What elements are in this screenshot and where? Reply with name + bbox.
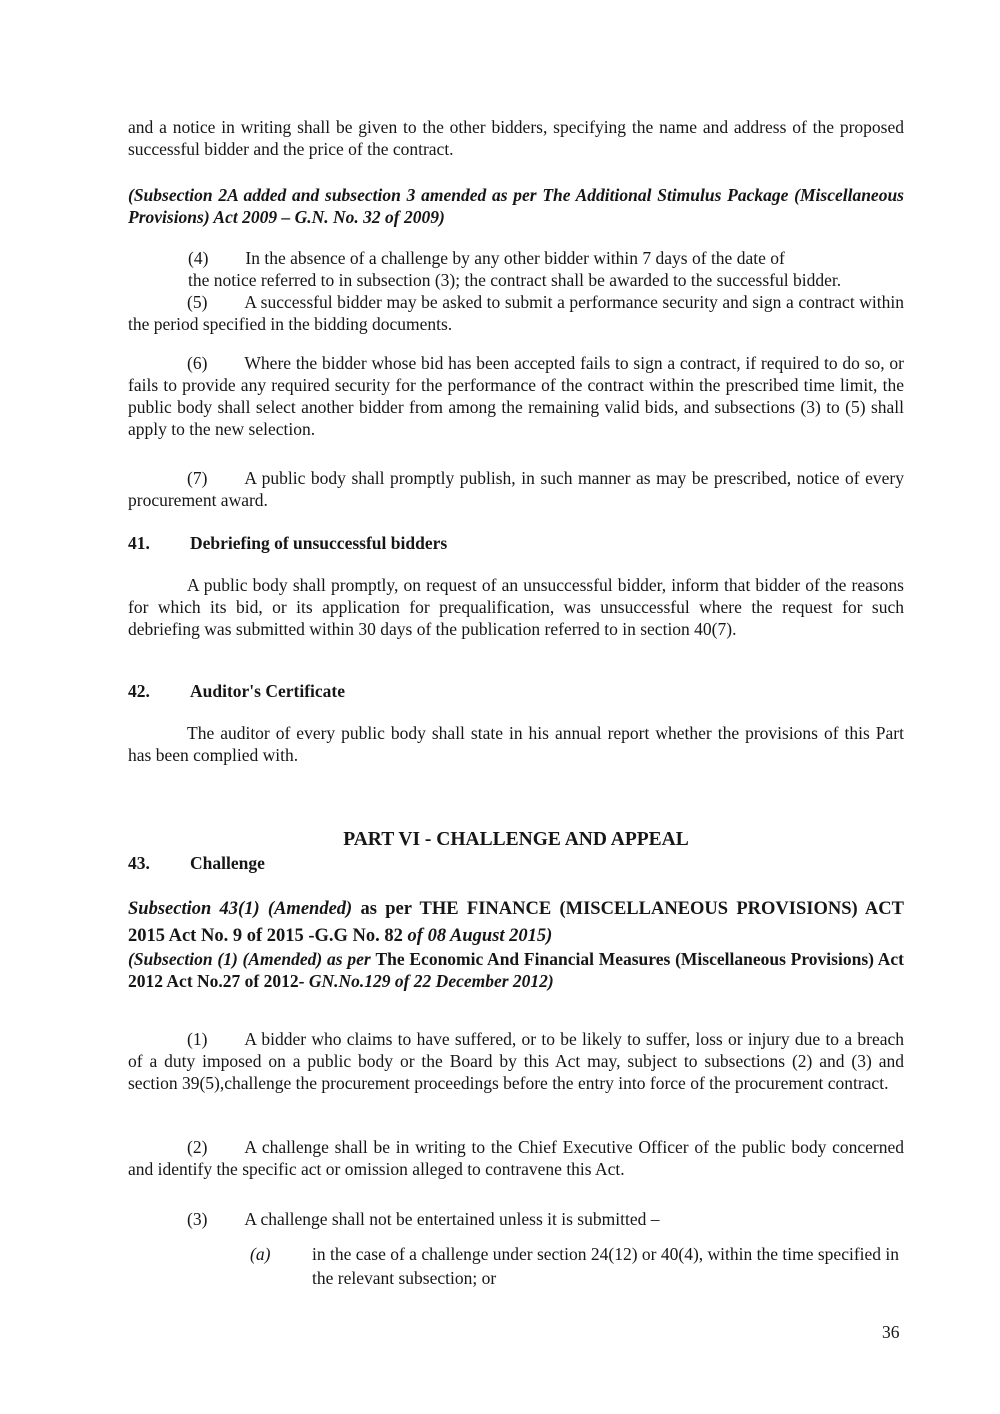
amendment-note-2009: (Subsection 2A added and subsection 3 amended as per The Additional Stimulus Package (Miscellaneous Provisions) Act 2009 – G.N. No. 32 of 2009) xyxy=(128,185,904,227)
note-run-italic: Subsection 43(1) (Amended) xyxy=(128,899,353,919)
note-run-upright: as per THE FINANCE (MISCELLANEOUS PROVISIONS) ACT 2015 xyxy=(128,899,904,946)
amendment-note-2015 xyxy=(128,896,904,950)
clause-6 xyxy=(128,352,904,440)
note-run-italic: GN.No.129 of 22 December 2012) xyxy=(308,971,554,991)
clause-number: (7) xyxy=(187,468,208,488)
clause-text-line1: In the absence of a challenge by any other bidder within 7 days of the date of xyxy=(245,248,785,268)
clause-text: A challenge shall not be entertained unless it is submitted – xyxy=(244,1209,660,1229)
amendment-note-2012 xyxy=(128,948,904,992)
clause-number: (6) xyxy=(187,353,208,373)
subclause-a xyxy=(250,1242,908,1290)
section-title: Auditor's Certificate xyxy=(190,681,346,701)
clause-43-2 xyxy=(128,1136,904,1180)
clause-number: (3) xyxy=(187,1209,208,1229)
section-number: 42. xyxy=(128,681,150,701)
note-run-upright: The Economic And Financial Measures (Miscellaneous Provisions) Act 2012 Act No.27 of 2012- xyxy=(128,949,904,991)
section-title: Debriefing of unsuccessful bidders xyxy=(190,533,448,553)
clause-43-1 xyxy=(128,1028,904,1094)
clause-number: (4) xyxy=(188,248,209,268)
clause-text: Where the bidder whose bid has been accepted fails to sign a contract, if required to do so, or fails to provide any required security for the performance of the contract within the prescribed time limit, the public body shall select another bidder from among the remaining valid bids, and subsections (3) to (5) shall apply to the new selection. xyxy=(128,353,904,439)
subclause-text: in the case of a challenge under section 24(12) or 40(4), within the time specified in the relevant subsection; or xyxy=(312,1244,900,1288)
clause-number: (1) xyxy=(187,1029,208,1049)
clause-4 xyxy=(128,247,948,291)
page-number: 36 xyxy=(882,1322,900,1342)
clause-5 xyxy=(128,291,904,335)
clause-text: A challenge shall be in writing to the Chief Executive Officer of the public body concerned and identify the specific act or omission alleged to contravene this Act. xyxy=(128,1137,904,1179)
note-run-upright: Act No. 9 of 2015 -G.G No. 82 xyxy=(168,926,408,946)
clause-text: A bidder who claims to have suffered, or to be likely to suffer, loss or injury due to a breach of a duty imposed on a public body or the Board by this Act may, subject to subsections (2) and (3) and section 39(5),challenge the procurement proceedings before the entry into force of the procurement contract. xyxy=(128,1029,904,1093)
note-run-italic: (Subsection (1) (Amended) as per xyxy=(128,949,376,969)
clause-7 xyxy=(128,467,904,511)
note-run-italic: of 08 August 2015) xyxy=(407,926,553,946)
section-41-paragraph: A public body shall promptly, on request of an unsuccessful bidder, inform that bidder of the reasons for which its bid, or its application for prequalification, was unsuccessful where the request for such debriefing was submitted within 30 days of the publication referred to in section 40(7). xyxy=(128,575,904,639)
section-title: Challenge xyxy=(190,853,265,873)
clause-number: (2) xyxy=(187,1137,208,1157)
section-42-heading xyxy=(128,680,904,702)
subclause-letter: (a) xyxy=(250,1244,271,1264)
clause-text: A successful bidder may be asked to submit a performance security and sign a contract within the period specified in the bidding documents. xyxy=(128,292,904,334)
part-vi-heading: PART VI - CHALLENGE AND APPEAL xyxy=(343,829,689,850)
section-43-heading xyxy=(128,852,904,874)
clause-43-3 xyxy=(128,1208,904,1230)
section-42-paragraph: The auditor of every public body shall state in his annual report whether the provisions of this Part has been complied with. xyxy=(128,723,904,765)
clause-text: A public body shall promptly publish, in such manner as may be prescribed, notice of every procurement award. xyxy=(128,468,904,510)
paragraph-intro-continuation: and a notice in writing shall be given to the other bidders, specifying the name and address of the proposed successful bidder and the price of the contract. xyxy=(128,117,904,159)
clause-text-line2: the notice referred to in subsection (3); the contract shall be awarded to the successful bidder. xyxy=(188,270,842,290)
section-number: 41. xyxy=(128,533,150,553)
section-number: 43. xyxy=(128,853,150,873)
section-41-heading xyxy=(128,532,904,554)
clause-number: (5) xyxy=(187,292,208,312)
